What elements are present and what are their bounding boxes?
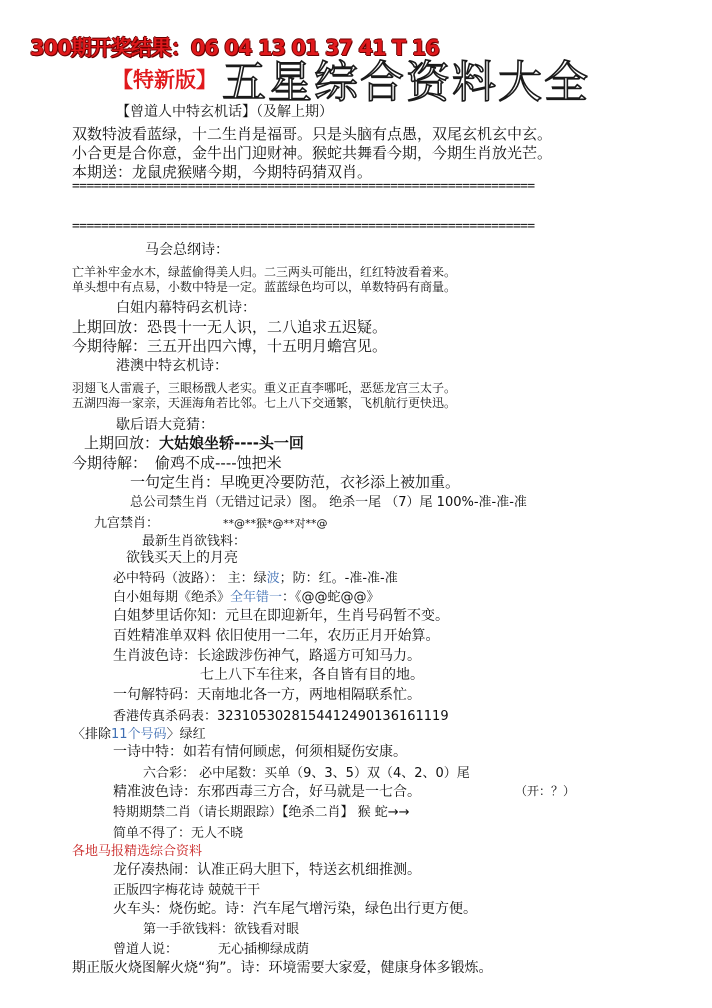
jiugong-label: 九宫禁肖： xyxy=(94,516,160,531)
xiehouyu-last-label: 上期回放： xyxy=(84,434,160,452)
baixiaojie-blue: 全年错一 xyxy=(230,590,283,605)
gangao-line-1: 羽翅飞人雷震子，三眼杨戬人老实。重义正直李哪吒，恶惩龙宫三太子。 xyxy=(72,381,457,395)
mahui-heading: 马会总纲诗： xyxy=(145,242,229,258)
shengxiao-bose-line-2: 七上八下车往来，各自皆有目的地。 xyxy=(200,667,424,683)
baijie-heading: 白姐内幕特码玄机诗： xyxy=(116,300,256,316)
xiehouyu-last-value: 大姑娘坐轿----头一回 xyxy=(159,434,304,452)
cengdao-line-1: 双数特波看蓝绿，十二生肖是福哥。只是头脑有点愚，双尾玄机玄中玄。 xyxy=(72,125,553,143)
bizhong-pre: 必中特码（波路）： 主：绿 xyxy=(113,571,267,586)
zonggongsi-jinshengxiao: 总公司禁生肖（无错过记录）图。 绝杀一尾 （7）尾 100%-准-准-准 xyxy=(130,495,527,510)
xiehouyu-now-value: 偷鸡不成----蚀把米 xyxy=(155,454,282,472)
jiandan-budeliao: 简单不得了：无人不晓 xyxy=(113,826,244,841)
baixiaojie-post: ：《@@蛇@@》 xyxy=(282,590,380,605)
mahui-line-2: 单头想中有点易，小数中特是一定。蓝蓝绿色均可以，单数特码有商量。 xyxy=(72,280,457,294)
shengxiao-bose-line-1: 生肖波色诗：长途跋涉伤神气，路遥方可知马力。 xyxy=(113,648,421,664)
xiehouyu-now-label: 今期待解： xyxy=(72,454,148,472)
cengdao-value: 无心插柳绿成荫 xyxy=(218,942,310,957)
separator-line: ================================================================ xyxy=(72,179,535,194)
paichu-haoma xyxy=(72,723,206,742)
zhengban-meihua: 正版四字梅花诗 兢兢干干 xyxy=(113,883,261,898)
paichu-pre: 〈排除 xyxy=(72,727,112,742)
draw-result-banner: 300期开奖结果：06 04 13 01 37 41 T 16 xyxy=(30,36,439,60)
teqi-jin-erxiao: 特期期禁二肖（请长期跟踪）【绝杀二肖】 猴 蛇→→ xyxy=(113,805,410,820)
mahui-line-1: 亡羊补牢金水木，绿蓝偷得美人归。二三两头可能出，红红特波看着来。 xyxy=(72,265,457,279)
bizhong-blue: 波 xyxy=(266,571,280,586)
jingzhun-bose: 精准波色诗：东邪西毒三方合，好马就是一七合。 xyxy=(113,784,421,800)
special-edition-tag: 【特新版】 xyxy=(112,67,217,92)
huochetou: 火车头：烧伤蛇。诗：汽车尾气增污染，绿色出行更方便。 xyxy=(113,901,477,917)
baixiaojie-juesha xyxy=(113,586,380,605)
xiehouyu-last xyxy=(84,432,304,453)
gangao-line-2: 五湖四海一家亲，天涯海角若比邻。七上八下交通繁，飞机航行更快迅。 xyxy=(72,396,457,410)
zuixin-heading: 最新生肖欲钱料： xyxy=(142,534,247,549)
cengdao-label: 曾道人说： xyxy=(113,942,179,957)
jiugong-jinxiao xyxy=(94,512,328,531)
separator-line: ================================================================ xyxy=(72,219,535,234)
gedi-mabao-heading: 各地马报精选综合资料 xyxy=(72,844,203,859)
yishi-zhongte: 一诗中特：如若有情何顾虑，何须相疑伤安康。 xyxy=(113,744,407,760)
yiju-jietema: 一句解特码：天南地北各一方，两地相隔联系忙。 xyxy=(113,687,421,703)
paichu-blue: 11个号码 xyxy=(111,727,167,742)
xianggang-shama: 香港传真杀码表：3231053028154412490136161119 xyxy=(113,709,449,724)
cengdao-line-2: 小合更是合你意，金牛出门迎财神。猴蛇共舞看今期，今期生肖放光芒。 xyxy=(72,144,553,162)
longzai-renao: 龙仔凑热闹：认准正码大胆下，特送玄机细推测。 xyxy=(113,862,421,878)
baijie-last: 上期回放：恐畏十一无人识，二八追求五迟疑。 xyxy=(72,318,388,336)
cengdao-heading: 【曾道人中特玄机话】（及解上期） xyxy=(116,104,333,120)
bizhong-post: ；防：红。-准-准-准 xyxy=(279,571,398,586)
baijie-menghua: 白姐梦里话你知：元旦在即迎新年，生肖号码暂不变。 xyxy=(113,608,449,624)
xiehouyu-now xyxy=(72,452,282,473)
baixing-danshuang: 百姓精准单双料 依旧使用一二年，农历正月开始算。 xyxy=(113,628,440,644)
paichu-post: 〉绿红 xyxy=(166,727,206,742)
baijie-now: 今期待解：三五开出四六博，十五明月蟾宫见。 xyxy=(72,337,388,355)
xiehouyu-heading: 歇后语大竞猜： xyxy=(116,417,214,433)
page-title: 五星综合资料大全 xyxy=(222,57,590,108)
diyishou-yuqian: 第一手欲钱料：欲钱看对眼 xyxy=(143,922,300,937)
baixiaojie-pre: 白小姐每期《绝杀》 xyxy=(113,590,231,605)
cengdaoren-shuo xyxy=(113,938,309,957)
bizhong-tema xyxy=(113,567,398,586)
jiugong-value: **@**猴*@**对**@ xyxy=(223,517,328,530)
yiju-dingshengxiao: 一句定生肖：早晚更冷要防范，衣衫添上被加重。 xyxy=(130,473,461,491)
huoshao-tujie: 期正版火烧图解火烧“狗”。诗：环境需要大家爱，健康身体多锻炼。 xyxy=(72,960,493,976)
yuqian-text: 欲钱买天上的月亮 xyxy=(126,550,238,566)
jingzhun-kai: （开：？） xyxy=(515,784,576,798)
cengdao-line-3: 本期送：龙鼠虎猴赌今期，今期特码猜双肖。 xyxy=(72,163,373,181)
liuhecai-weishu: 六合彩： 必中尾数：买单（9、3、5）双（4、2、0）尾 xyxy=(143,766,470,781)
gangao-heading: 港澳中特玄机诗： xyxy=(116,358,228,374)
